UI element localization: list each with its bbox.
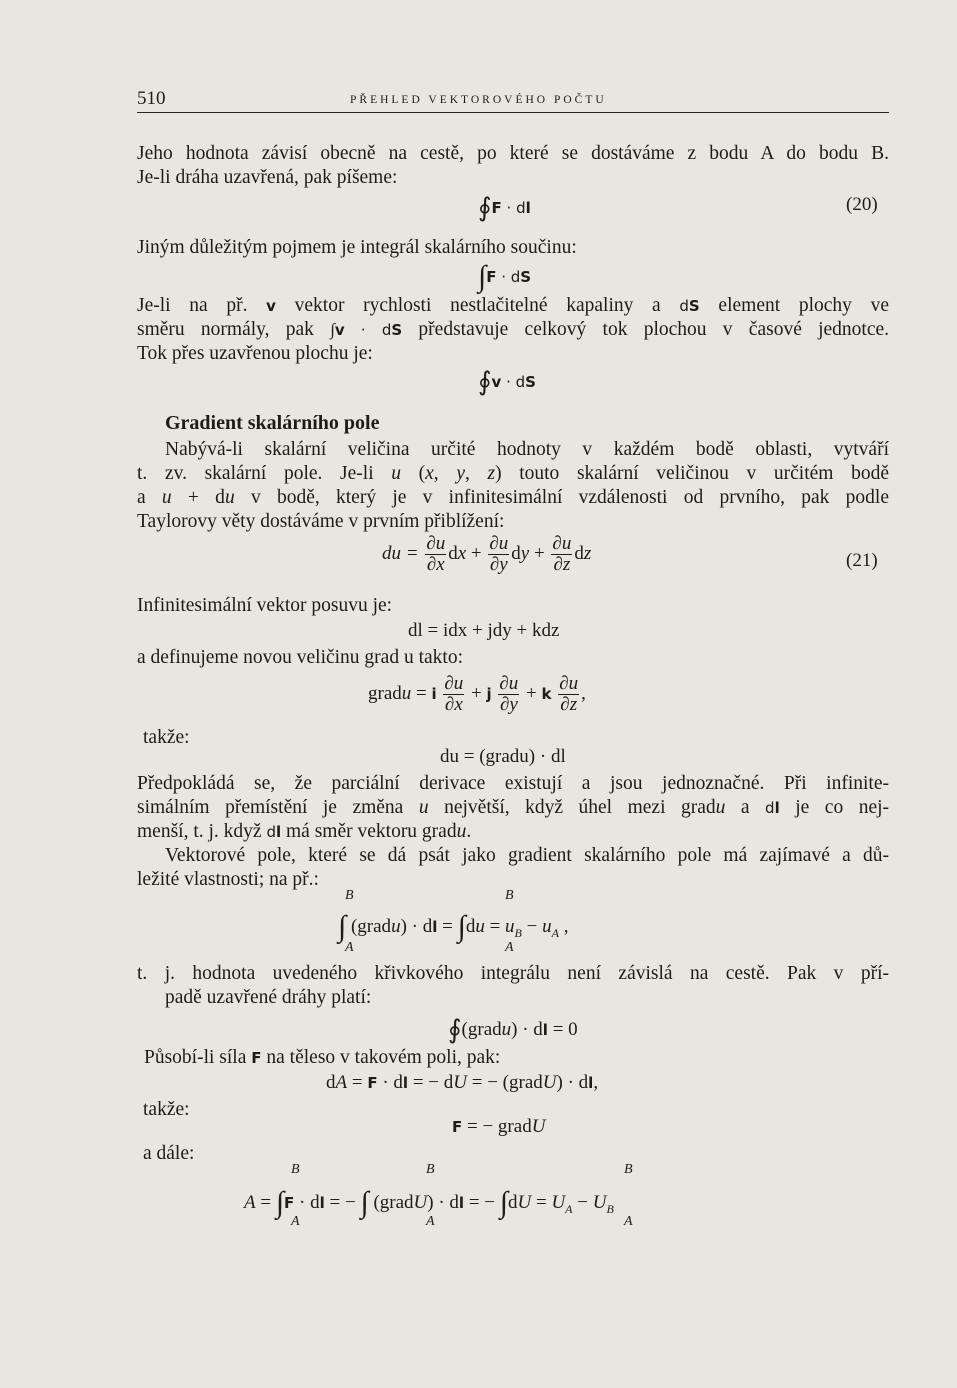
text-line: padě uzavřené dráhy platí:	[165, 987, 372, 1008]
text-line: menší, t. j. když dl má směr vektoru gradu.	[137, 821, 472, 842]
page-number: 510	[137, 88, 166, 109]
integral-lower-limit: A	[345, 940, 354, 955]
text-line: Infinitesimální vektor posuvu je:	[137, 595, 393, 616]
integral-upper-limit: B	[624, 1162, 633, 1177]
text-line: a definujeme novou veličinu grad u takto:	[137, 647, 463, 668]
text-line: a u + du v bodě, který je v infinitesimální vzdálenosti od prvního, pak podle	[137, 487, 890, 508]
text-line: simálním přemístění je změna u největší, když úhel mezi gradu a dl je co nej-	[137, 797, 890, 818]
integral-lower-limit: A	[291, 1214, 300, 1229]
equation-gradient: gradu = i $\frac{\partial u}{\partial x}$ + j $\frac{\partial u}{\partial y}$ + k $\frac{\partial u}{\partial z}$ ,	[368, 673, 586, 715]
integral-upper-limit: B	[426, 1162, 435, 1177]
equation-du-grad: du = (gradu) · dl	[440, 746, 566, 767]
equation-21: du = $\frac{\partial u}{\partial x}$ dx + $\frac{\partial u}{\partial y}$ dy + $\frac{\partial u}{\partial z}$ dz	[382, 533, 592, 575]
equation-closed-flux: ∮v · dS	[478, 367, 536, 396]
text-line: Jiným důležitým pojmem je integrál skalárního součinu:	[137, 237, 577, 258]
equation-flux: ∫F · dS	[478, 260, 532, 293]
integral-upper-limit: B	[505, 888, 514, 903]
text-line: takže:	[143, 727, 190, 748]
text-line: t. zv. skalární pole. Je-li u (x, y, z) touto skalární veličinou v určitém bodě	[137, 463, 889, 484]
equation-path-independence: ∫ (gradu) · dl = $\int du = u_B - u_A$ ,	[338, 910, 569, 943]
text-line: takže:	[143, 1099, 190, 1120]
text-line: ležité vlastnosti; na př.:	[137, 869, 319, 890]
running-title: PŘEHLED VEKTOROVÉHO POČTU	[350, 94, 607, 106]
text-line: Nabývá-li skalární veličina určité hodnoty v každém bodě oblasti, vytváří	[165, 439, 889, 460]
equation-number: (21)	[846, 550, 878, 571]
text-line: a dále:	[143, 1143, 195, 1164]
equation-closed-path: ∮(gradu) · dl = 0	[448, 1015, 578, 1044]
equation-work-integral: A = ∫F · dl = − ∫ (gradU) · dl = − $\int dU = U_A - U_B$	[244, 1186, 614, 1219]
integral-lower-limit: A	[624, 1214, 633, 1229]
text-line: Je-li dráha uzavřená, pak píšeme:	[137, 167, 398, 188]
equation-20: ∮F · dl	[478, 193, 531, 222]
text-line: Působí-li síla F na těleso v takovém poli, pak:	[144, 1047, 501, 1068]
integral-lower-limit: A	[505, 940, 514, 955]
text-line: t. j. hodnota uvedeného křivkového integrálu není závislá na cestě. Pak v pří-	[137, 963, 889, 984]
integral-upper-limit: B	[345, 888, 354, 903]
text-line: Předpokládá se, že parciální derivace existují a jsou jednoznačné. Při infinite-	[137, 773, 889, 794]
equation-work: dA = F · dl = − dU = − (gradU) · dl,	[326, 1072, 599, 1093]
text-line: Je-li na př. v vektor rychlosti nestlačitelné kapaliny a dS element plochy ve	[137, 295, 889, 316]
text-line: Vektorové pole, které se dá psát jako gradient skalárního pole má zajímavé a dů-	[165, 845, 889, 866]
text-line: Jeho hodnota závisí obecně na cestě, po které se dostáváme z bodu A do bodu B.	[137, 143, 889, 164]
header-rule	[137, 112, 889, 113]
text-line: směru normály, pak ∫v · dS představuje celkový tok plochou v časové jednotce.	[137, 319, 890, 340]
text-line: Taylorovy věty dostáváme v prvním přiblížení:	[137, 511, 505, 532]
equation-force: F = − gradU	[452, 1116, 546, 1137]
section-heading: Gradient skalárního pole	[165, 412, 380, 434]
equation-number: (20)	[846, 194, 878, 215]
integral-upper-limit: B	[291, 1162, 300, 1177]
equation-displacement: dl = idx + jdy + kdz	[408, 620, 560, 641]
text-line: Tok přes uzavřenou plochu je:	[137, 343, 373, 364]
integral-lower-limit: A	[426, 1214, 435, 1229]
